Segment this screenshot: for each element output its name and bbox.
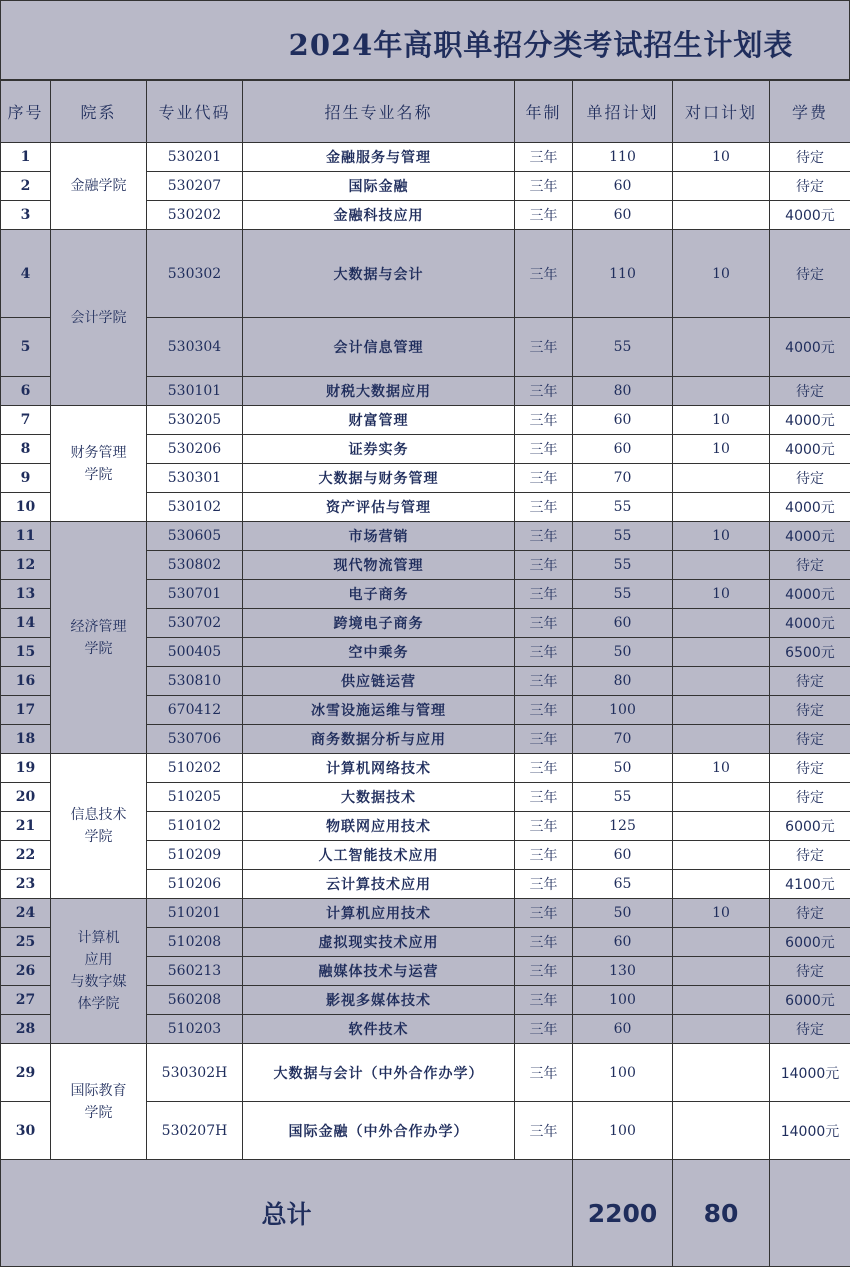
program-years: 三年 bbox=[515, 406, 573, 435]
row-number: 13 bbox=[1, 580, 51, 609]
program-years: 三年 bbox=[515, 899, 573, 928]
single-plan: 70 bbox=[573, 725, 673, 754]
program-years: 三年 bbox=[515, 667, 573, 696]
tuition-fee: 6000元 bbox=[770, 928, 850, 957]
single-plan: 65 bbox=[573, 870, 673, 899]
tuition-fee: 待定 bbox=[770, 230, 850, 318]
duikou-plan bbox=[673, 870, 770, 899]
single-plan: 60 bbox=[573, 841, 673, 870]
single-plan: 55 bbox=[573, 318, 673, 377]
table-row bbox=[1, 230, 850, 318]
major-code: 510102 bbox=[147, 812, 243, 841]
major-code: 510202 bbox=[147, 754, 243, 783]
major-code: 530207H bbox=[147, 1102, 243, 1160]
total-single-plan: 2200 bbox=[573, 1160, 673, 1267]
program-years: 三年 bbox=[515, 1015, 573, 1044]
single-plan: 100 bbox=[573, 1044, 673, 1102]
single-plan: 80 bbox=[573, 667, 673, 696]
major-code: 510206 bbox=[147, 870, 243, 899]
single-plan: 55 bbox=[573, 551, 673, 580]
row-number: 14 bbox=[1, 609, 51, 638]
single-plan: 55 bbox=[573, 783, 673, 812]
header-fee: 学费 bbox=[770, 81, 850, 143]
major-name: 计算机网络技术 bbox=[243, 754, 515, 783]
major-code: 530304 bbox=[147, 318, 243, 377]
major-name: 融媒体技术与运营 bbox=[243, 957, 515, 986]
duikou-plan bbox=[673, 1044, 770, 1102]
duikou-plan: 10 bbox=[673, 754, 770, 783]
department-name: 金融学院 bbox=[51, 143, 147, 230]
tuition-fee: 4000元 bbox=[770, 406, 850, 435]
single-plan: 55 bbox=[573, 493, 673, 522]
duikou-plan bbox=[673, 986, 770, 1015]
table-row bbox=[1, 143, 850, 172]
program-years: 三年 bbox=[515, 812, 573, 841]
major-code: 530101 bbox=[147, 377, 243, 406]
tuition-fee: 4100元 bbox=[770, 870, 850, 899]
major-code: 510201 bbox=[147, 899, 243, 928]
tuition-fee: 待定 bbox=[770, 172, 850, 201]
row-number: 23 bbox=[1, 870, 51, 899]
tuition-fee: 待定 bbox=[770, 725, 850, 754]
single-plan: 100 bbox=[573, 696, 673, 725]
tuition-fee: 4000元 bbox=[770, 318, 850, 377]
major-name: 现代物流管理 bbox=[243, 551, 515, 580]
major-code: 530201 bbox=[147, 143, 243, 172]
duikou-plan: 10 bbox=[673, 899, 770, 928]
major-name: 市场营销 bbox=[243, 522, 515, 551]
program-years: 三年 bbox=[515, 522, 573, 551]
tuition-fee: 6000元 bbox=[770, 812, 850, 841]
table-row bbox=[1, 754, 850, 783]
major-code: 530810 bbox=[147, 667, 243, 696]
row-number: 4 bbox=[1, 230, 51, 318]
duikou-plan bbox=[673, 609, 770, 638]
header-duikou-plan: 对口计划 bbox=[673, 81, 770, 143]
major-code: 530206 bbox=[147, 435, 243, 464]
program-years: 三年 bbox=[515, 957, 573, 986]
row-number: 3 bbox=[1, 201, 51, 230]
major-name: 国际金融 bbox=[243, 172, 515, 201]
program-years: 三年 bbox=[515, 201, 573, 230]
major-code: 530605 bbox=[147, 522, 243, 551]
table-header-row bbox=[1, 81, 850, 143]
table-row bbox=[1, 899, 850, 928]
major-name: 软件技术 bbox=[243, 1015, 515, 1044]
table-row bbox=[1, 1044, 850, 1102]
row-number: 29 bbox=[1, 1044, 51, 1102]
department-name: 会计学院 bbox=[51, 230, 147, 406]
department-name: 国际教育 学院 bbox=[51, 1044, 147, 1160]
major-name: 跨境电子商务 bbox=[243, 609, 515, 638]
row-number: 10 bbox=[1, 493, 51, 522]
tuition-fee: 待定 bbox=[770, 377, 850, 406]
tuition-fee: 4000元 bbox=[770, 493, 850, 522]
tuition-fee: 待定 bbox=[770, 841, 850, 870]
single-plan: 100 bbox=[573, 986, 673, 1015]
major-code: 510205 bbox=[147, 783, 243, 812]
duikou-plan bbox=[673, 551, 770, 580]
single-plan: 110 bbox=[573, 230, 673, 318]
program-years: 三年 bbox=[515, 580, 573, 609]
enrollment-plan-table bbox=[0, 80, 850, 1267]
major-code: 530205 bbox=[147, 406, 243, 435]
tuition-fee: 14000元 bbox=[770, 1102, 850, 1160]
duikou-plan: 10 bbox=[673, 230, 770, 318]
program-years: 三年 bbox=[515, 493, 573, 522]
major-name: 金融科技应用 bbox=[243, 201, 515, 230]
major-name: 物联网应用技术 bbox=[243, 812, 515, 841]
program-years: 三年 bbox=[515, 870, 573, 899]
single-plan: 50 bbox=[573, 638, 673, 667]
row-number: 20 bbox=[1, 783, 51, 812]
single-plan: 70 bbox=[573, 464, 673, 493]
single-plan: 60 bbox=[573, 928, 673, 957]
tuition-fee: 待定 bbox=[770, 464, 850, 493]
program-years: 三年 bbox=[515, 1044, 573, 1102]
duikou-plan bbox=[673, 725, 770, 754]
duikou-plan bbox=[673, 318, 770, 377]
major-name: 大数据与会计（中外合作办学） bbox=[243, 1044, 515, 1102]
duikou-plan bbox=[673, 812, 770, 841]
header-name: 招生专业名称 bbox=[243, 81, 515, 143]
program-years: 三年 bbox=[515, 318, 573, 377]
major-name: 冰雪设施运维与管理 bbox=[243, 696, 515, 725]
program-years: 三年 bbox=[515, 986, 573, 1015]
row-number: 8 bbox=[1, 435, 51, 464]
tuition-fee: 待定 bbox=[770, 899, 850, 928]
row-number: 2 bbox=[1, 172, 51, 201]
row-number: 19 bbox=[1, 754, 51, 783]
program-years: 三年 bbox=[515, 377, 573, 406]
tuition-fee: 6500元 bbox=[770, 638, 850, 667]
tuition-fee: 4000元 bbox=[770, 580, 850, 609]
program-years: 三年 bbox=[515, 783, 573, 812]
major-name: 人工智能技术应用 bbox=[243, 841, 515, 870]
tuition-fee: 待定 bbox=[770, 957, 850, 986]
header-code: 专业代码 bbox=[147, 81, 243, 143]
program-years: 三年 bbox=[515, 754, 573, 783]
table-row bbox=[1, 522, 850, 551]
program-years: 三年 bbox=[515, 230, 573, 318]
tuition-fee: 14000元 bbox=[770, 1044, 850, 1102]
duikou-plan bbox=[673, 172, 770, 201]
table-body bbox=[1, 143, 850, 1267]
single-plan: 55 bbox=[573, 580, 673, 609]
major-code: 530702 bbox=[147, 609, 243, 638]
program-years: 三年 bbox=[515, 841, 573, 870]
major-name: 虚拟现实技术应用 bbox=[243, 928, 515, 957]
row-number: 30 bbox=[1, 1102, 51, 1160]
duikou-plan bbox=[673, 783, 770, 812]
row-number: 25 bbox=[1, 928, 51, 957]
major-code: 530207 bbox=[147, 172, 243, 201]
program-years: 三年 bbox=[515, 551, 573, 580]
tuition-fee: 4000元 bbox=[770, 201, 850, 230]
total-duikou-plan: 80 bbox=[673, 1160, 770, 1267]
major-name: 商务数据分析与应用 bbox=[243, 725, 515, 754]
single-plan: 50 bbox=[573, 899, 673, 928]
department-name: 计算机 应用 与数字媒 体学院 bbox=[51, 899, 147, 1044]
single-plan: 100 bbox=[573, 1102, 673, 1160]
header-dept: 院系 bbox=[51, 81, 147, 143]
row-number: 1 bbox=[1, 143, 51, 172]
row-number: 5 bbox=[1, 318, 51, 377]
major-name: 证券实务 bbox=[243, 435, 515, 464]
tuition-fee: 待定 bbox=[770, 783, 850, 812]
tuition-fee: 6000元 bbox=[770, 986, 850, 1015]
single-plan: 110 bbox=[573, 143, 673, 172]
tuition-fee: 待定 bbox=[770, 143, 850, 172]
row-number: 6 bbox=[1, 377, 51, 406]
major-name: 国际金融（中外合作办学） bbox=[243, 1102, 515, 1160]
row-number: 16 bbox=[1, 667, 51, 696]
duikou-plan: 10 bbox=[673, 522, 770, 551]
major-code: 530302 bbox=[147, 230, 243, 318]
major-name: 大数据与会计 bbox=[243, 230, 515, 318]
duikou-plan bbox=[673, 201, 770, 230]
major-code: 510209 bbox=[147, 841, 243, 870]
major-name: 供应链运营 bbox=[243, 667, 515, 696]
row-number: 28 bbox=[1, 1015, 51, 1044]
major-name: 影视多媒体技术 bbox=[243, 986, 515, 1015]
major-name: 空中乘务 bbox=[243, 638, 515, 667]
duikou-plan bbox=[673, 928, 770, 957]
row-number: 15 bbox=[1, 638, 51, 667]
department-name: 经济管理 学院 bbox=[51, 522, 147, 754]
duikou-plan: 10 bbox=[673, 406, 770, 435]
major-code: 530202 bbox=[147, 201, 243, 230]
row-number: 26 bbox=[1, 957, 51, 986]
row-number: 22 bbox=[1, 841, 51, 870]
duikou-plan bbox=[673, 464, 770, 493]
program-years: 三年 bbox=[515, 172, 573, 201]
single-plan: 55 bbox=[573, 522, 673, 551]
tuition-fee: 4000元 bbox=[770, 435, 850, 464]
row-number: 17 bbox=[1, 696, 51, 725]
table-row bbox=[1, 406, 850, 435]
single-plan: 130 bbox=[573, 957, 673, 986]
major-name: 云计算技术应用 bbox=[243, 870, 515, 899]
single-plan: 125 bbox=[573, 812, 673, 841]
duikou-plan bbox=[673, 1102, 770, 1160]
major-name: 财税大数据应用 bbox=[243, 377, 515, 406]
duikou-plan bbox=[673, 957, 770, 986]
total-fee-empty bbox=[770, 1160, 850, 1267]
major-code: 510208 bbox=[147, 928, 243, 957]
duikou-plan: 10 bbox=[673, 143, 770, 172]
row-number: 11 bbox=[1, 522, 51, 551]
major-code: 560208 bbox=[147, 986, 243, 1015]
single-plan: 60 bbox=[573, 406, 673, 435]
department-name: 财务管理 学院 bbox=[51, 406, 147, 522]
duikou-plan bbox=[673, 667, 770, 696]
major-code: 500405 bbox=[147, 638, 243, 667]
program-years: 三年 bbox=[515, 725, 573, 754]
row-number: 27 bbox=[1, 986, 51, 1015]
row-number: 7 bbox=[1, 406, 51, 435]
total-label: 总计 bbox=[1, 1160, 573, 1267]
duikou-plan bbox=[673, 377, 770, 406]
major-name: 金融服务与管理 bbox=[243, 143, 515, 172]
single-plan: 80 bbox=[573, 377, 673, 406]
header-no: 序号 bbox=[1, 81, 51, 143]
total-row bbox=[1, 1160, 850, 1267]
major-code: 510203 bbox=[147, 1015, 243, 1044]
header-years: 年制 bbox=[515, 81, 573, 143]
duikou-plan bbox=[673, 493, 770, 522]
tuition-fee: 4000元 bbox=[770, 522, 850, 551]
major-name: 大数据技术 bbox=[243, 783, 515, 812]
tuition-fee: 待定 bbox=[770, 696, 850, 725]
row-number: 24 bbox=[1, 899, 51, 928]
single-plan: 60 bbox=[573, 201, 673, 230]
major-code: 530302H bbox=[147, 1044, 243, 1102]
row-number: 12 bbox=[1, 551, 51, 580]
major-code: 530706 bbox=[147, 725, 243, 754]
major-name: 电子商务 bbox=[243, 580, 515, 609]
row-number: 21 bbox=[1, 812, 51, 841]
duikou-plan: 10 bbox=[673, 435, 770, 464]
program-years: 三年 bbox=[515, 464, 573, 493]
program-years: 三年 bbox=[515, 435, 573, 464]
program-years: 三年 bbox=[515, 143, 573, 172]
row-number: 18 bbox=[1, 725, 51, 754]
major-code: 530802 bbox=[147, 551, 243, 580]
program-years: 三年 bbox=[515, 638, 573, 667]
single-plan: 60 bbox=[573, 172, 673, 201]
major-name: 计算机应用技术 bbox=[243, 899, 515, 928]
major-name: 会计信息管理 bbox=[243, 318, 515, 377]
duikou-plan bbox=[673, 696, 770, 725]
major-code: 670412 bbox=[147, 696, 243, 725]
single-plan: 50 bbox=[573, 754, 673, 783]
duikou-plan bbox=[673, 1015, 770, 1044]
major-name: 资产评估与管理 bbox=[243, 493, 515, 522]
title-bar bbox=[0, 0, 850, 80]
tuition-fee: 待定 bbox=[770, 754, 850, 783]
duikou-plan bbox=[673, 638, 770, 667]
single-plan: 60 bbox=[573, 609, 673, 638]
major-name: 大数据与财务管理 bbox=[243, 464, 515, 493]
duikou-plan bbox=[673, 841, 770, 870]
major-name: 财富管理 bbox=[243, 406, 515, 435]
row-number: 9 bbox=[1, 464, 51, 493]
department-name: 信息技术 学院 bbox=[51, 754, 147, 899]
program-years: 三年 bbox=[515, 609, 573, 638]
tuition-fee: 待定 bbox=[770, 551, 850, 580]
major-code: 530701 bbox=[147, 580, 243, 609]
tuition-fee: 待定 bbox=[770, 667, 850, 696]
program-years: 三年 bbox=[515, 1102, 573, 1160]
header-single-plan: 单招计划 bbox=[573, 81, 673, 143]
single-plan: 60 bbox=[573, 435, 673, 464]
tuition-fee: 待定 bbox=[770, 1015, 850, 1044]
major-code: 560213 bbox=[147, 957, 243, 986]
tuition-fee: 4000元 bbox=[770, 609, 850, 638]
duikou-plan: 10 bbox=[673, 580, 770, 609]
program-years: 三年 bbox=[515, 696, 573, 725]
major-code: 530102 bbox=[147, 493, 243, 522]
page-title: 2024年高职单招分类考试招生计划表 bbox=[288, 28, 794, 62]
program-years: 三年 bbox=[515, 928, 573, 957]
major-code: 530301 bbox=[147, 464, 243, 493]
single-plan: 60 bbox=[573, 1015, 673, 1044]
